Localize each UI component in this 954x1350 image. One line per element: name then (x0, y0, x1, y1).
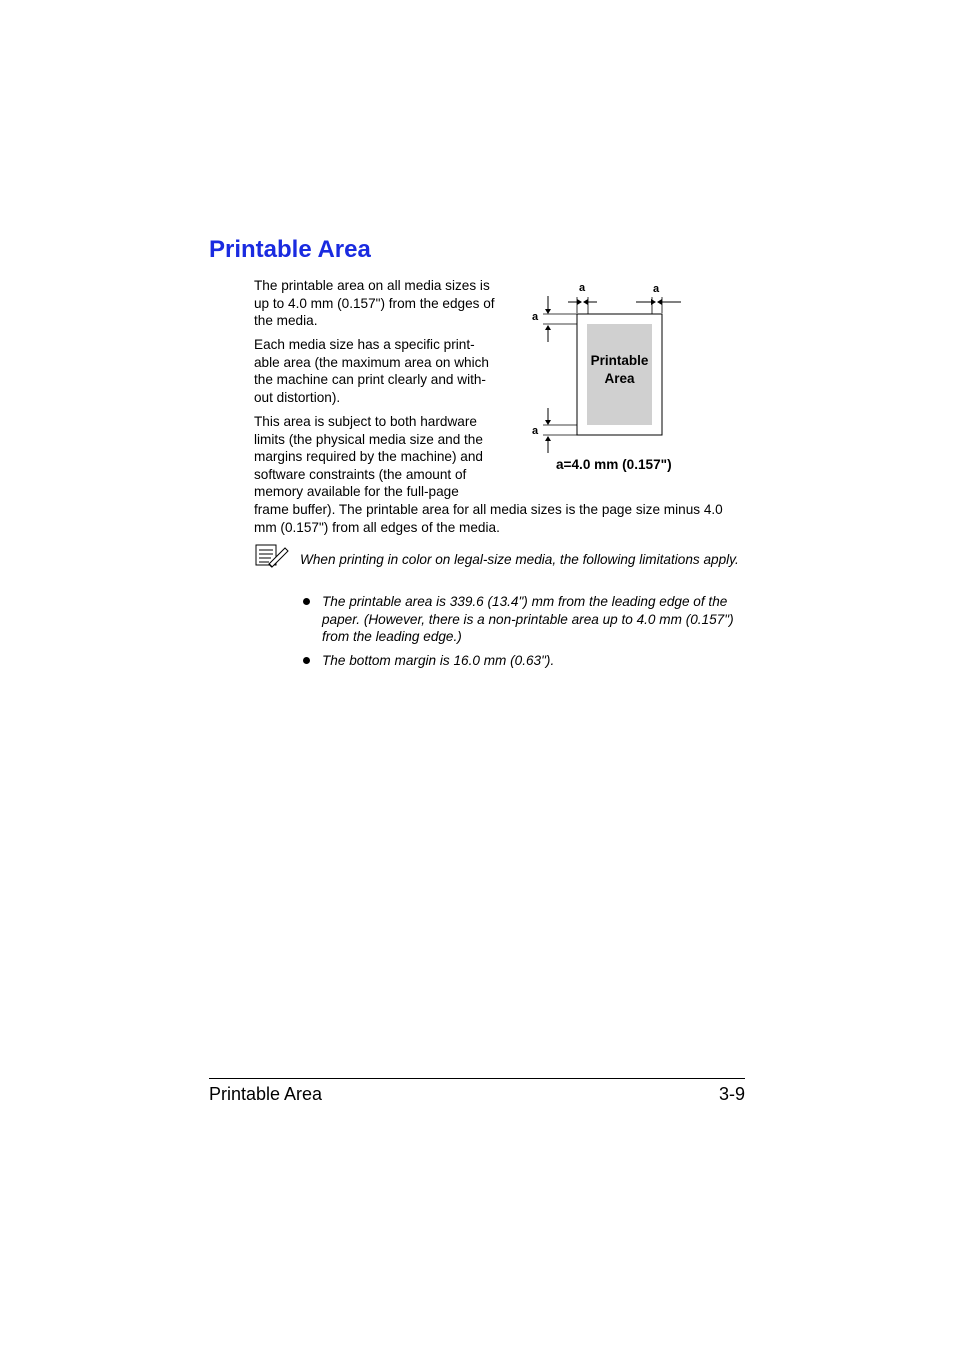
arrow-icon (657, 299, 662, 305)
margin-label-left-bottom: a (532, 425, 539, 437)
arrow-icon (545, 325, 551, 330)
note-bullet-item: The printable area is 339.6 (13.4") mm from the leading edge of the paper. (However, there is a non-printable area up to 4.0 mm (0.157") from the leading edge.) (322, 594, 734, 644)
paragraph-text: Each media size has a specific print- able area (the maximum area on which the machine can print clearly and with- out distortion). (254, 337, 489, 405)
arrow-icon (577, 299, 582, 305)
arrow-icon (545, 420, 551, 425)
printable-area-label: Printable (590, 353, 649, 368)
diagram-caption: a=4.0 mm (0.157") (556, 457, 672, 472)
bullet-dot (303, 657, 310, 664)
arrow-icon (545, 309, 551, 314)
footer-section-title: Printable Area (209, 1084, 323, 1104)
paragraph-text: frame buffer). The printable area for all media sizes is the page size minus 4.0 mm (0.157") from all edges of the media. (254, 502, 723, 535)
note-pencil-icon (255, 544, 289, 568)
printable-area-label: Area (604, 371, 635, 386)
margin-label-top-left: a (579, 282, 586, 294)
arrow-icon (545, 436, 551, 441)
paragraph-text: This area is subject to both hardware limits (the physical media size and the margins required by the machine) and software constraints (the amount of memory available for the full-page (254, 414, 483, 499)
footer-page-number: 3-9 (718, 1084, 745, 1104)
note-bullet-item: The bottom margin is 16.0 mm (0.63"). (322, 653, 555, 668)
printable-area-diagram (525, 278, 695, 478)
footer-divider (209, 1078, 745, 1079)
margin-label-left-top: a (532, 311, 539, 323)
bullet-dot (303, 598, 310, 605)
margin-label-top-right: a (653, 283, 660, 295)
page-title: Printable Area (209, 236, 371, 263)
constraints-paragraph-continued (254, 501, 734, 536)
paragraph-text: The printable area on all media sizes is up to 4.0 mm (0.157") from the edges of the media. (254, 278, 495, 328)
arrow-icon (583, 299, 588, 305)
intro-paragraph (254, 277, 504, 330)
note-text: When printing in color on legal-size media, the following limitations apply. (300, 552, 739, 567)
media-size-paragraph (254, 336, 504, 406)
constraints-paragraph (254, 413, 504, 501)
